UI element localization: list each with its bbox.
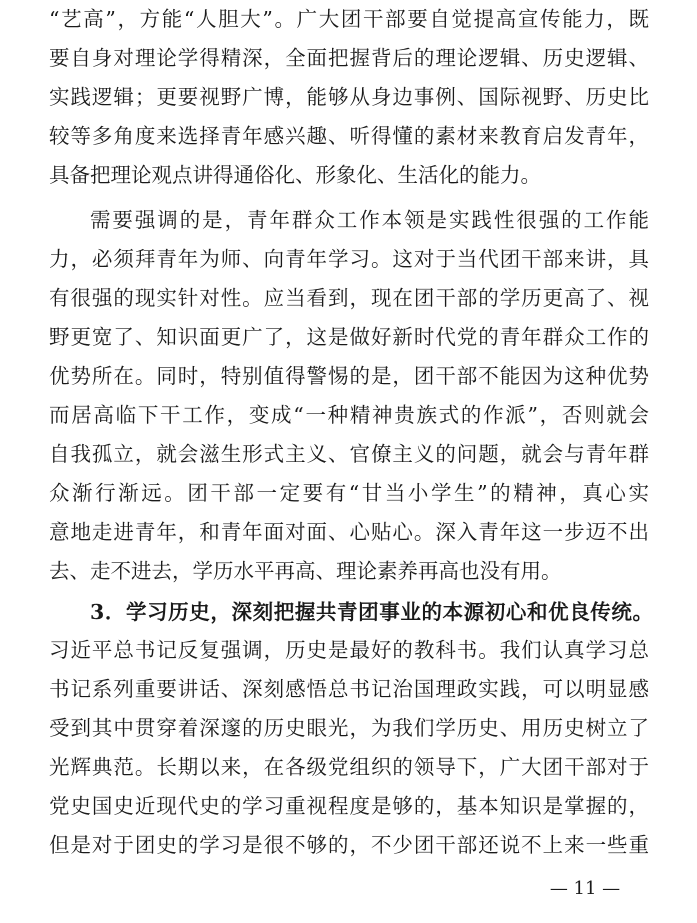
paragraph-line: 习近平总书记反复强调，历史是最好的教科书。我们认真学习总 — [49, 638, 649, 662]
paragraph-line: 书记系列重要讲话、深刻感悟总书记治国理政实践，可以明显感 — [49, 677, 649, 701]
paragraph-line: 而居高临下干工作，变成“一种精神贵族式的作派”，否则就会 — [49, 403, 649, 427]
page-number: — 11 — — [549, 878, 621, 899]
paragraph-line: 实践逻辑；更要视野广博，能够从身边事例、国际视野、历史比 — [49, 85, 649, 109]
paragraph-line: 党史国史近现代史的学习重视程度是够的，基本知识是掌握的， — [49, 794, 649, 818]
paragraph-line: 有很强的现实针对性。应当看到，现在团干部的学历更高了、视 — [49, 286, 649, 310]
paragraph-line: 需要强调的是，青年群众工作本领是实践性很强的工作能 — [90, 208, 649, 232]
paragraph-line: 要自身对理论学得精深，全面把握背后的理论逻辑、历史逻辑、 — [49, 46, 649, 70]
paragraph-line: “艺高”，方能“人胆大”。广大团干部要自觉提高宣传能力，既 — [49, 7, 649, 31]
paragraph-line: 众渐行渐远。团干部一定要有“甘当小学生”的精神，真心实 — [49, 481, 649, 505]
paragraph-line: 较等多角度来选择青年感兴趣、听得懂的素材来教育启发青年， — [49, 124, 649, 148]
paragraph-line: 但是对于团史的学习是很不够的，不少团干部还说不上来一些重 — [49, 833, 649, 857]
paragraph-line: 意地走进青年，和青年面对面、心贴心。深入青年这一步迈不出 — [49, 520, 649, 544]
paragraph-line: 力，必须拜青年为师、向青年学习。这对于当代团干部来讲，具 — [49, 247, 649, 271]
section-heading: 3．学习历史，深刻把握共青团事业的本源初心和优良传统。 — [90, 600, 653, 624]
paragraph-line: 优势所在。同时，特别值得警惕的是，团干部不能因为这种优势 — [49, 364, 649, 388]
paragraph-line: 受到其中贯穿着深邃的历史眼光，为我们学历史、用历史树立了 — [49, 716, 649, 740]
paragraph-line: 自我孤立，就会滋生形式主义、官僚主义的问题，就会与青年群 — [49, 442, 649, 466]
paragraph-line: 去、走不进去，学历水平再高、理论素养再高也没有用。 — [49, 559, 562, 583]
paragraph-line: 野更宽了、知识面更广了，这是做好新时代党的青年群众工作的 — [49, 325, 649, 349]
paragraph-line: 光辉典范。长期以来，在各级党组织的领导下，广大团干部对于 — [49, 755, 649, 779]
paragraph-line: 具备把理论观点讲得通俗化、形象化、生活化的能力。 — [49, 163, 541, 187]
